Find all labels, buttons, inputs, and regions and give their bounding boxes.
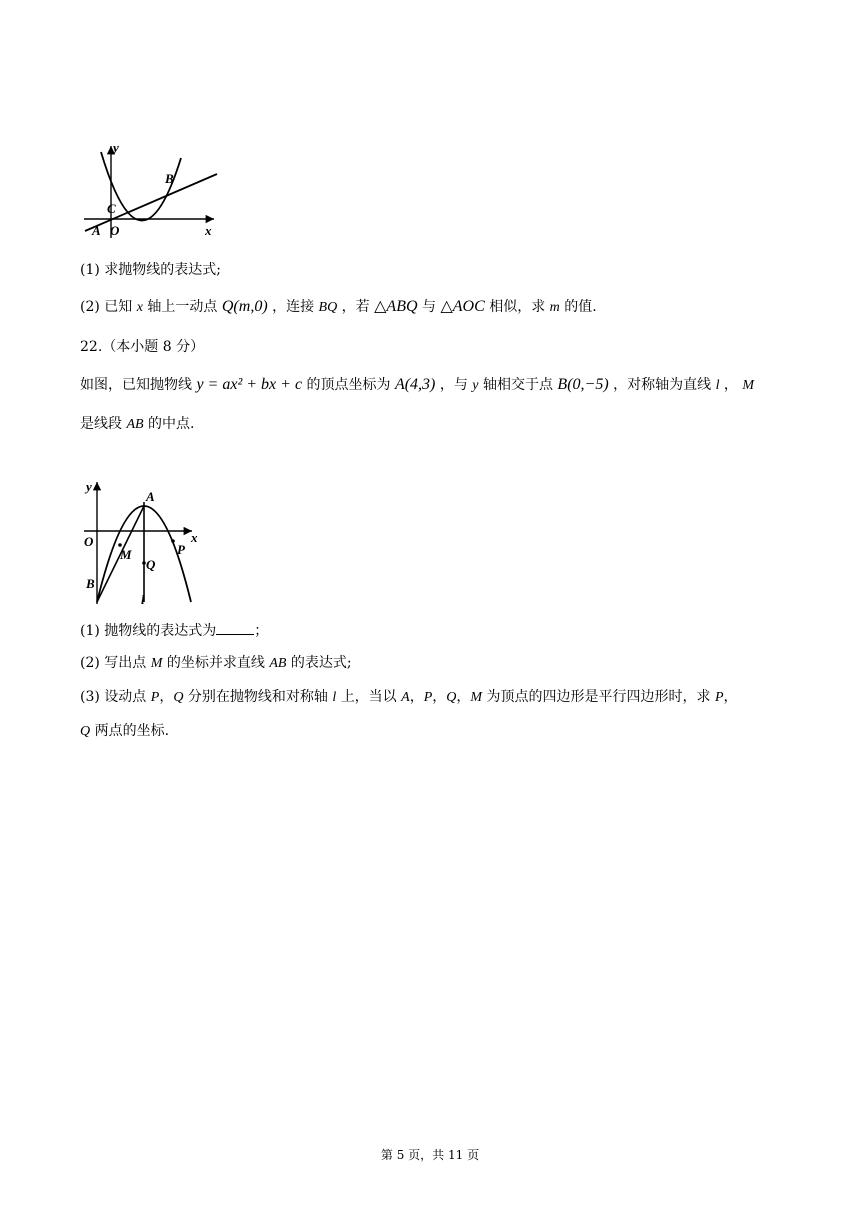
q22-part3-line1: (3) 设动点 P，Q 分别在抛物线和对称轴 l 上，当以 A，P，Q，M 为顶点的四边形是平行四边形时，求 P， <box>80 689 738 705</box>
label-y: y <box>113 140 119 155</box>
label-a: A <box>92 223 101 238</box>
label-o: O <box>84 534 94 549</box>
equation: y = ax² + bx + c <box>196 376 303 393</box>
answer-blank <box>216 620 254 635</box>
q22-part3-line2: Q 两点的坐标. <box>80 723 170 739</box>
q22-intro-line1: 如图，已知抛物线 y = ax² + bx + c 的顶点坐标为 A(4,3) ，与 y 轴相交于点 B(0,−5) ，对称轴为直线 l ， M <box>80 376 755 393</box>
label-o: O <box>110 223 120 238</box>
label-m: M <box>120 547 132 562</box>
vertex-a: A(4,3) <box>394 376 436 393</box>
triangle-abq: △ABQ <box>374 298 418 315</box>
label-l: l <box>141 592 145 606</box>
line-ab <box>85 174 217 231</box>
label-y: y <box>86 479 92 494</box>
figure-parabola-2 <box>80 474 220 606</box>
point-b: B(0,−5) <box>557 376 609 393</box>
label-b: B <box>165 171 174 186</box>
label-q: Q <box>146 557 156 572</box>
q22-part2: (2) 写出点 M 的坐标并求直线 AB 的表达式; <box>80 655 352 671</box>
q21-part2: (2) 已知 x 轴上一动点 Q(m,0) ，连接 BQ ，若 △ABQ 与 △AOC 相似，求 m 的值. <box>80 298 597 315</box>
label-a: A <box>146 489 155 504</box>
q22-intro-line2: 是线段 AB 的中点. <box>80 416 195 432</box>
label-b: B <box>86 576 95 591</box>
triangle-aoc: △AOC <box>440 298 485 315</box>
page-footer: 第 5 页，共 11 页 <box>380 1148 480 1162</box>
q21-part1: (1) 求抛物线的表达式; <box>80 262 222 278</box>
q22-part1: (1) 抛物线的表达式为 ； <box>80 620 268 641</box>
point-p-dot <box>171 539 175 543</box>
label-x: x <box>205 223 212 238</box>
label-c: C <box>107 201 116 216</box>
point-q: Q(m,0) <box>221 298 268 315</box>
q22-header: 22.（本小题 8 分） <box>80 339 205 355</box>
figure-parabola-1 <box>80 140 230 240</box>
label-p: P <box>177 542 185 557</box>
label-x: x <box>191 530 198 545</box>
